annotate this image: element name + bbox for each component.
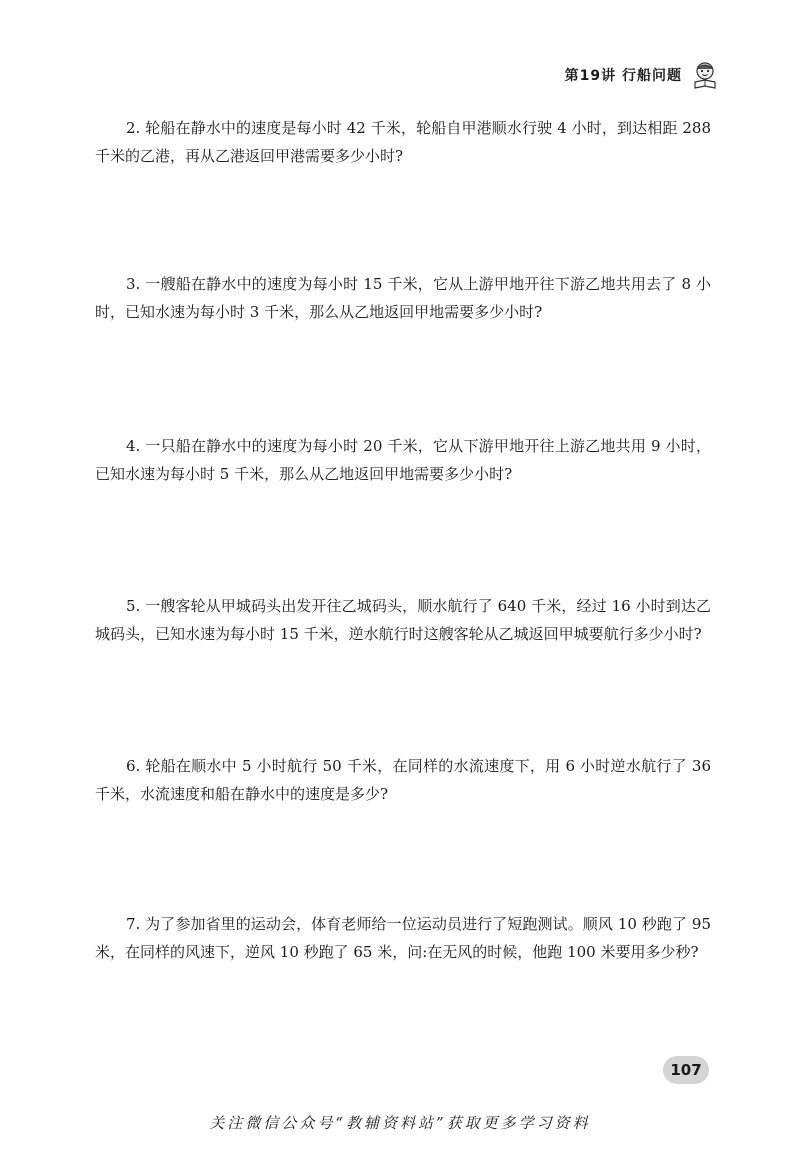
problem-5: 5. 一艘客轮从甲城码头出发开往乙城码头，顺水航行了 640 千米，经过 16 小时到达乙城码头，已知水速为每小时 15 千米，逆水航行时这艘客轮从乙城返回甲城要航行多少小时? (95, 597, 711, 643)
lesson-title: 第19讲 行船问题 (564, 68, 682, 84)
reading-child-icon (690, 60, 720, 90)
page-number: 107 (663, 1056, 709, 1084)
problem-2: 2. 轮船在静水中的速度是每小时 42 千米，轮船自甲港顺水行驶 4 小时，到达相距 288 千米的乙港，再从乙港返回甲港需要多少小时? (95, 119, 711, 165)
problem-3: 3. 一艘船在静水中的速度为每小时 15 千米，它从上游甲地开往下游乙地共用去了 8 小时，已知水速为每小时 3 千米，那么从乙地返回甲地需要多少小时? (95, 275, 711, 321)
problem-7: 7. 为了参加省里的运动会，体育老师给一位运动员进行了短跑测试。顺风 10 秒跑了 95 米，在同样的风速下，逆风 10 秒跑了 65 米，问:在无风的时候，他跑 100 米要用多少秒? (95, 915, 711, 961)
page-header (565, 60, 720, 90)
problem-6: 6. 轮船在顺水中 5 小时航行 50 千米，在同样的水流速度下，用 6 小时逆水航行了 36 千米，水流速度和船在静水中的速度是多少? (95, 757, 711, 803)
problem-4: 4. 一只船在静水中的速度为每小时 20 千米，它从下游甲地开往上游乙地共用 9 小时，已知水速为每小时 5 千米，那么从乙地返回甲地需要多少小时? (95, 437, 711, 483)
footer-note: 关注微信公众号“教辅资料站”获取更多学习资料 (209, 1114, 591, 1132)
